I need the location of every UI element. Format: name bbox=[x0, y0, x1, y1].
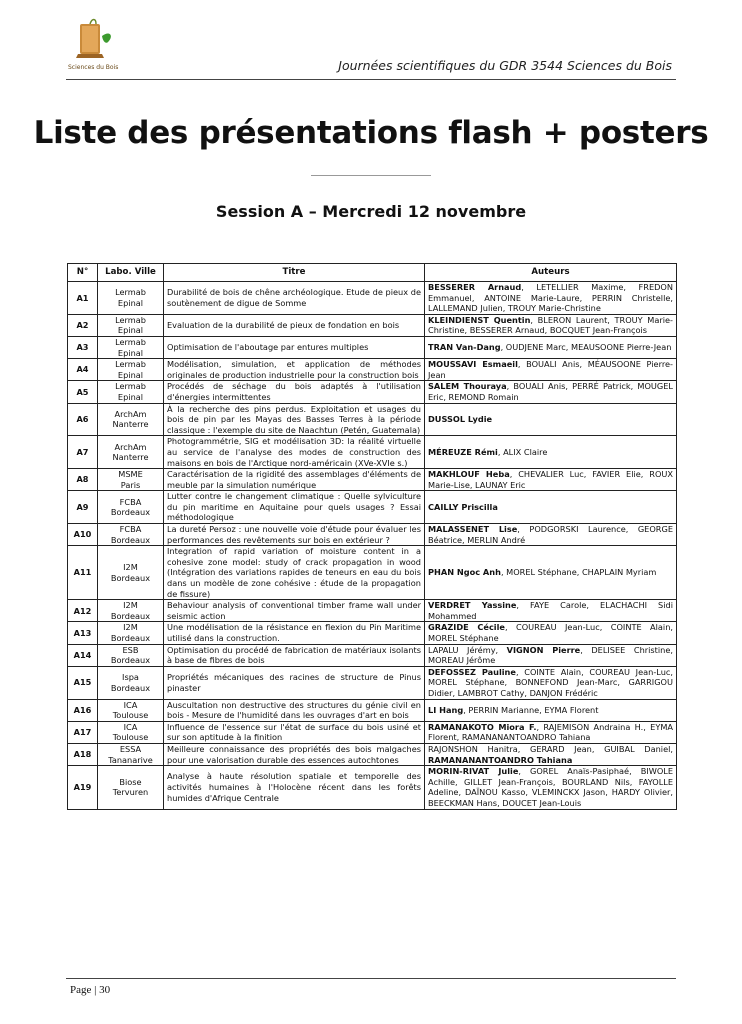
lab-city: Nanterre bbox=[112, 419, 149, 430]
session-title: Session A – Mercredi 12 novembre bbox=[215, 202, 527, 221]
row-title: La dureté Persoz : une nouvelle voie d'étude pour évaluer les performances des revêtements sur bois en extérieur ? bbox=[164, 524, 425, 546]
table-row bbox=[68, 743, 677, 765]
row-authors bbox=[425, 600, 677, 622]
row-lab-city bbox=[98, 403, 164, 436]
presenting-author: VERDRET Yassine bbox=[428, 600, 517, 611]
presenting-author: CAILLY Priscilla bbox=[428, 501, 498, 512]
lab-name: I2M bbox=[123, 562, 138, 573]
row-title: Integration of rapid variation of moisture content in a cohesive zone model: study of crack propagation in wood (Intégration des variations rapides de teneurs en eau du bois dans un modèle de zone cohésive : étude de la propagation de fissure) bbox=[164, 546, 425, 600]
lab-name: Lermab bbox=[115, 359, 146, 370]
row-title: Analyse à haute résolution spatiale et temporelle des activités humaines à l'Holocène récent dans les forêts humides d'Afrique Centrale bbox=[164, 766, 425, 809]
lab-city: Bordeaux bbox=[110, 534, 151, 545]
row-lab-city bbox=[98, 381, 164, 403]
row-authors bbox=[425, 743, 677, 765]
row-title: Modélisation, simulation, et application de méthodes originales de production industrielle pour la construction bois bbox=[164, 359, 425, 381]
lab-city: Paris bbox=[120, 479, 141, 490]
row-lab-city bbox=[98, 491, 164, 524]
table-row bbox=[68, 381, 677, 403]
row-number: A13 bbox=[68, 622, 98, 644]
row-authors bbox=[425, 336, 677, 358]
row-title: Caractérisation de la rigidité des assemblages d'éléments de meuble par la simulation numérique bbox=[164, 469, 425, 491]
row-number: A10 bbox=[68, 524, 98, 546]
lab-name: Lermab bbox=[115, 381, 146, 392]
lab-city: Bordeaux bbox=[110, 507, 151, 518]
table-row bbox=[68, 436, 677, 469]
row-authors bbox=[425, 359, 677, 381]
row-authors bbox=[425, 766, 677, 809]
co-authors: , ALIX Claire bbox=[497, 446, 548, 457]
lab-city: Epinal bbox=[117, 347, 144, 358]
row-number: A14 bbox=[68, 644, 98, 666]
lab-city: Toulouse bbox=[112, 710, 149, 721]
presenting-author: BESSERER Arnaud bbox=[428, 282, 522, 292]
row-lab-city bbox=[98, 336, 164, 358]
row-title: Une modélisation de la résistance en flexion du Pin Maritime utilisé dans la construction. bbox=[164, 622, 425, 644]
row-lab-city bbox=[98, 314, 164, 336]
presenting-author: RAMANAKOTO Miora F. bbox=[428, 721, 537, 732]
table-row bbox=[68, 600, 677, 622]
lab-name: MSME bbox=[118, 469, 143, 480]
lab-name: FCBA bbox=[119, 524, 142, 535]
row-authors bbox=[425, 436, 677, 469]
row-title: À la recherche des pins perdus. Exploitation et usages du bois de pin par les Mayas des Basses Terres à la période classique : l'exemple du site de Naachtun (Petén, Guatemala) bbox=[164, 403, 425, 436]
table-row bbox=[68, 491, 677, 524]
table-row bbox=[68, 644, 677, 666]
co-authors: , PODGORSKI Laurence, GEORGE Béatrice, MERLIN André bbox=[428, 524, 673, 545]
header-title: Journées scientifiques du GDR 3544 Sciences du Bois bbox=[338, 58, 672, 73]
lab-name: ESSA bbox=[119, 743, 142, 754]
row-lab-city bbox=[98, 359, 164, 381]
row-number: A18 bbox=[68, 743, 98, 765]
presenting-author: RAMANANANTOANDRO Tahiana bbox=[428, 754, 573, 765]
lab-name: ICA bbox=[123, 721, 138, 732]
lab-city: Epinal bbox=[117, 369, 144, 380]
co-authors: , MOREL Stéphane, CHAPLAIN Myriam bbox=[500, 567, 657, 578]
lab-city: Bordeaux bbox=[110, 610, 151, 621]
co-authors: , COUREAU Jean-Luc, COINTE Alain, MOREL Stéphane bbox=[428, 622, 674, 643]
row-authors bbox=[425, 524, 677, 546]
row-lab-city bbox=[98, 436, 164, 469]
row-authors bbox=[425, 622, 677, 644]
row-number: A16 bbox=[68, 699, 98, 721]
row-authors bbox=[425, 666, 677, 699]
authors-leading: RAJONSHON Hanitra, GERARD Jean, GUIBAL Daniel, bbox=[428, 743, 673, 754]
co-authors: , RAJEMISON Andraina H., EYMA Florent, RAMANANANTOANDRO Tahiana bbox=[428, 721, 674, 743]
row-title: Photogrammétrie, SIG et modélisation 3D: la réalité virtuelle au service de l'analyse des modes de construction des maisons en bois de l'Arctique nord-américain (XVe-XVIe s.) bbox=[164, 436, 425, 469]
row-authors bbox=[425, 469, 677, 491]
lab-name: Biose bbox=[119, 776, 142, 787]
lab-city: Bordeaux bbox=[110, 682, 151, 693]
row-title: Meilleure connaissance des propriétés des bois malgaches pour une valorisation durable des essences autochtones bbox=[164, 743, 425, 765]
row-number: A19 bbox=[68, 766, 98, 809]
co-authors: , BLERON Laurent, TROUY Marie-Christine, BESSERER Arnaud, BOCQUET Jean-François bbox=[428, 314, 673, 336]
co-authors: , COINTE Alain, COUREAU Jean-Luc, MOREL Stéphane, BONNEFOND Jean-Marc, GARRIGOU Didier, LAMBROT Cathy, DANJON Frédéric bbox=[428, 666, 673, 698]
lab-city: Bordeaux bbox=[110, 655, 151, 666]
row-title: Optimisation de l'aboutage par entures multiples bbox=[164, 336, 425, 358]
table-row bbox=[68, 546, 677, 600]
row-lab-city bbox=[98, 644, 164, 666]
row-number: A7 bbox=[68, 436, 98, 469]
row-lab-city bbox=[98, 743, 164, 765]
row-title: Behaviour analysis of conventional timber frame wall under seismic action bbox=[164, 600, 425, 622]
lab-name: ESB bbox=[122, 644, 139, 655]
row-authors bbox=[425, 282, 677, 315]
table-row bbox=[68, 336, 677, 358]
row-authors bbox=[425, 644, 677, 666]
row-title: Optimisation du procédé de fabrication de matériaux isolants à base de fibres de bois bbox=[164, 644, 425, 666]
row-number: A15 bbox=[68, 666, 98, 699]
co-authors: , PERRIN Marianne, EYMA Florent bbox=[463, 704, 599, 715]
row-authors bbox=[425, 381, 677, 403]
presenting-author: MALASSENET Lise bbox=[428, 524, 518, 535]
lab-city: Epinal bbox=[117, 391, 144, 402]
row-number: A8 bbox=[68, 469, 98, 491]
lab-city: Tananarive bbox=[108, 754, 153, 765]
presenting-author: TRAN Van-Dang bbox=[428, 342, 501, 353]
row-title: Procédés de séchage du bois adaptés à l'utilisation d'énergies intermittentes bbox=[164, 381, 425, 403]
lab-name: Lermab bbox=[115, 336, 146, 347]
row-lab-city bbox=[98, 622, 164, 644]
col-header-number: N° bbox=[68, 264, 98, 282]
lab-city: Toulouse bbox=[112, 732, 149, 743]
row-title: Influence de l'essence sur l'état de surface du bois usiné et sur son aptitude à la finition bbox=[164, 721, 425, 743]
logo-caption: Sciences du Bois bbox=[68, 64, 119, 71]
presenting-author: MÉREUZE Rémi bbox=[428, 446, 498, 457]
row-lab-city bbox=[98, 469, 164, 491]
presenting-author: SALEM Thouraya bbox=[428, 381, 507, 392]
presenting-author: KLEINDIENST Quentin bbox=[428, 314, 531, 325]
table-row bbox=[68, 282, 677, 315]
row-lab-city bbox=[98, 699, 164, 721]
table-row bbox=[68, 524, 677, 546]
row-number: A3 bbox=[68, 336, 98, 358]
col-header-title: Titre bbox=[164, 264, 425, 282]
presenting-author: MAKHLOUF Heba bbox=[428, 469, 510, 480]
footer-divider bbox=[66, 978, 676, 979]
row-authors bbox=[425, 721, 677, 743]
page-number: Page | 30 bbox=[70, 984, 111, 996]
table-row bbox=[68, 403, 677, 436]
row-authors bbox=[425, 699, 677, 721]
row-authors bbox=[425, 491, 677, 524]
presenting-author: MORIN-RIVAT Julie bbox=[428, 766, 519, 777]
table-row bbox=[68, 469, 677, 491]
lab-city: Epinal bbox=[117, 297, 144, 308]
row-lab-city bbox=[98, 524, 164, 546]
lab-name: ICA bbox=[123, 699, 138, 710]
co-authors: , OUDJENE Marc, MEAUSOONE Pierre-Jean bbox=[500, 342, 672, 353]
lab-name: Lermab bbox=[115, 314, 146, 325]
row-number: A12 bbox=[68, 600, 98, 622]
row-authors bbox=[425, 403, 677, 436]
row-lab-city bbox=[98, 600, 164, 622]
presenting-author: MOUSSAVI Esmaeil bbox=[428, 359, 518, 370]
table-row bbox=[68, 699, 677, 721]
lab-city: Epinal bbox=[117, 325, 144, 336]
col-header-authors: Auteurs bbox=[425, 264, 677, 282]
page-title: Liste des présentations flash + posters bbox=[33, 115, 709, 151]
lab-name: I2M bbox=[123, 600, 138, 611]
co-authors: , BOUALI Anis, MÉAUSOONE Pierre-Jean bbox=[428, 359, 673, 380]
table-header-row bbox=[68, 264, 677, 282]
row-number: A1 bbox=[68, 282, 98, 315]
presenting-author: LI Hang bbox=[428, 704, 464, 715]
lab-name: FCBA bbox=[119, 496, 142, 507]
row-title: Auscultation non destructive des structures du génie civil en bois - Mesure de l'humidité dans les ouvrages d'art en bois bbox=[164, 699, 425, 721]
co-authors: , FAYE Carole, ELACHACHI Sidi Mohammed bbox=[428, 600, 673, 621]
row-authors bbox=[425, 314, 677, 336]
row-number: A2 bbox=[68, 314, 98, 336]
lab-name: ArchAm bbox=[114, 441, 147, 452]
table-row bbox=[68, 721, 677, 743]
row-title: Propriétés mécaniques des racines de structure de Pinus pinaster bbox=[164, 666, 425, 699]
presenting-author: PHAN Ngoc Anh bbox=[428, 567, 501, 578]
row-title: Lutter contre le changement climatique : Quelle sylviculture du pin maritime en Aquitaine pour quels usages ? Essai méthodologique bbox=[164, 491, 425, 524]
presenting-author: GRAZIDE Cécile bbox=[428, 622, 505, 633]
row-number: A5 bbox=[68, 381, 98, 403]
presenting-author: DUSSOL Lydie bbox=[428, 414, 493, 425]
lab-city: Tervuren bbox=[112, 787, 149, 798]
presenting-author: DEFOSSEZ Pauline bbox=[428, 666, 516, 677]
table-row bbox=[68, 622, 677, 644]
header-divider bbox=[66, 79, 676, 80]
row-lab-city bbox=[98, 282, 164, 315]
lab-name: ArchAm bbox=[114, 408, 147, 419]
lab-name: Ispa bbox=[122, 672, 139, 683]
row-lab-city bbox=[98, 721, 164, 743]
lab-city: Bordeaux bbox=[110, 633, 151, 643]
row-number: A11 bbox=[68, 546, 98, 600]
presentations-table bbox=[67, 263, 677, 810]
lab-city: Nanterre bbox=[112, 452, 149, 463]
row-lab-city bbox=[98, 766, 164, 809]
table-row bbox=[68, 766, 677, 809]
co-authors: , DELISEE Christine, MOREAU Jérôme bbox=[428, 644, 674, 666]
co-authors: , GOREL Anaïs-Pasiphaé, BIWOLE Achille, GILLET Jean-François, BOURLAND Nils, FAYOLLE Adeline, DAÏNOU Kasso, VLEMINCKX Jason, HARDY Olivier, BEECKMAN Hans, DOUCET Jean-Louis bbox=[428, 766, 673, 808]
lab-city: Bordeaux bbox=[110, 572, 151, 583]
presenting-author: VIGNON Pierre bbox=[506, 644, 581, 655]
row-number: A4 bbox=[68, 359, 98, 381]
row-number: A6 bbox=[68, 403, 98, 436]
row-title: Evaluation de la durabilité de pieux de fondation en bois bbox=[164, 314, 425, 336]
col-header-lab: Labo. Ville bbox=[98, 264, 164, 282]
row-authors bbox=[425, 546, 677, 600]
row-title: Durabilité de bois de chêne archéologique. Etude de pieux de soutènement de digue de Somme bbox=[164, 282, 425, 315]
lab-name: Lermab bbox=[115, 287, 146, 298]
co-authors: , CHEVALIER Luc, FAVIER Elie, ROUX Marie-Lise, LAUNAY Eric bbox=[428, 469, 673, 490]
row-lab-city bbox=[98, 666, 164, 699]
row-number: A9 bbox=[68, 491, 98, 524]
row-number: A17 bbox=[68, 721, 98, 743]
co-authors: , BOUALI Anis, PERRÉ Patrick, MOUGEL Eric, REMOND Romain bbox=[428, 381, 673, 402]
authors-leading: LAPALU Jérémy, bbox=[428, 644, 507, 655]
lab-name: I2M bbox=[123, 622, 138, 633]
table-row bbox=[68, 314, 677, 336]
co-authors: , LETELLIER Maxime, FREDON Emmanuel, ANTOINE Marie-Laure, PERRIN Christelle, LALLEMAND Julien, TROUY Marie-Christine bbox=[428, 282, 673, 314]
title-divider bbox=[311, 175, 431, 176]
table-row bbox=[68, 359, 677, 381]
row-lab-city bbox=[98, 546, 164, 600]
table-row bbox=[68, 666, 677, 699]
